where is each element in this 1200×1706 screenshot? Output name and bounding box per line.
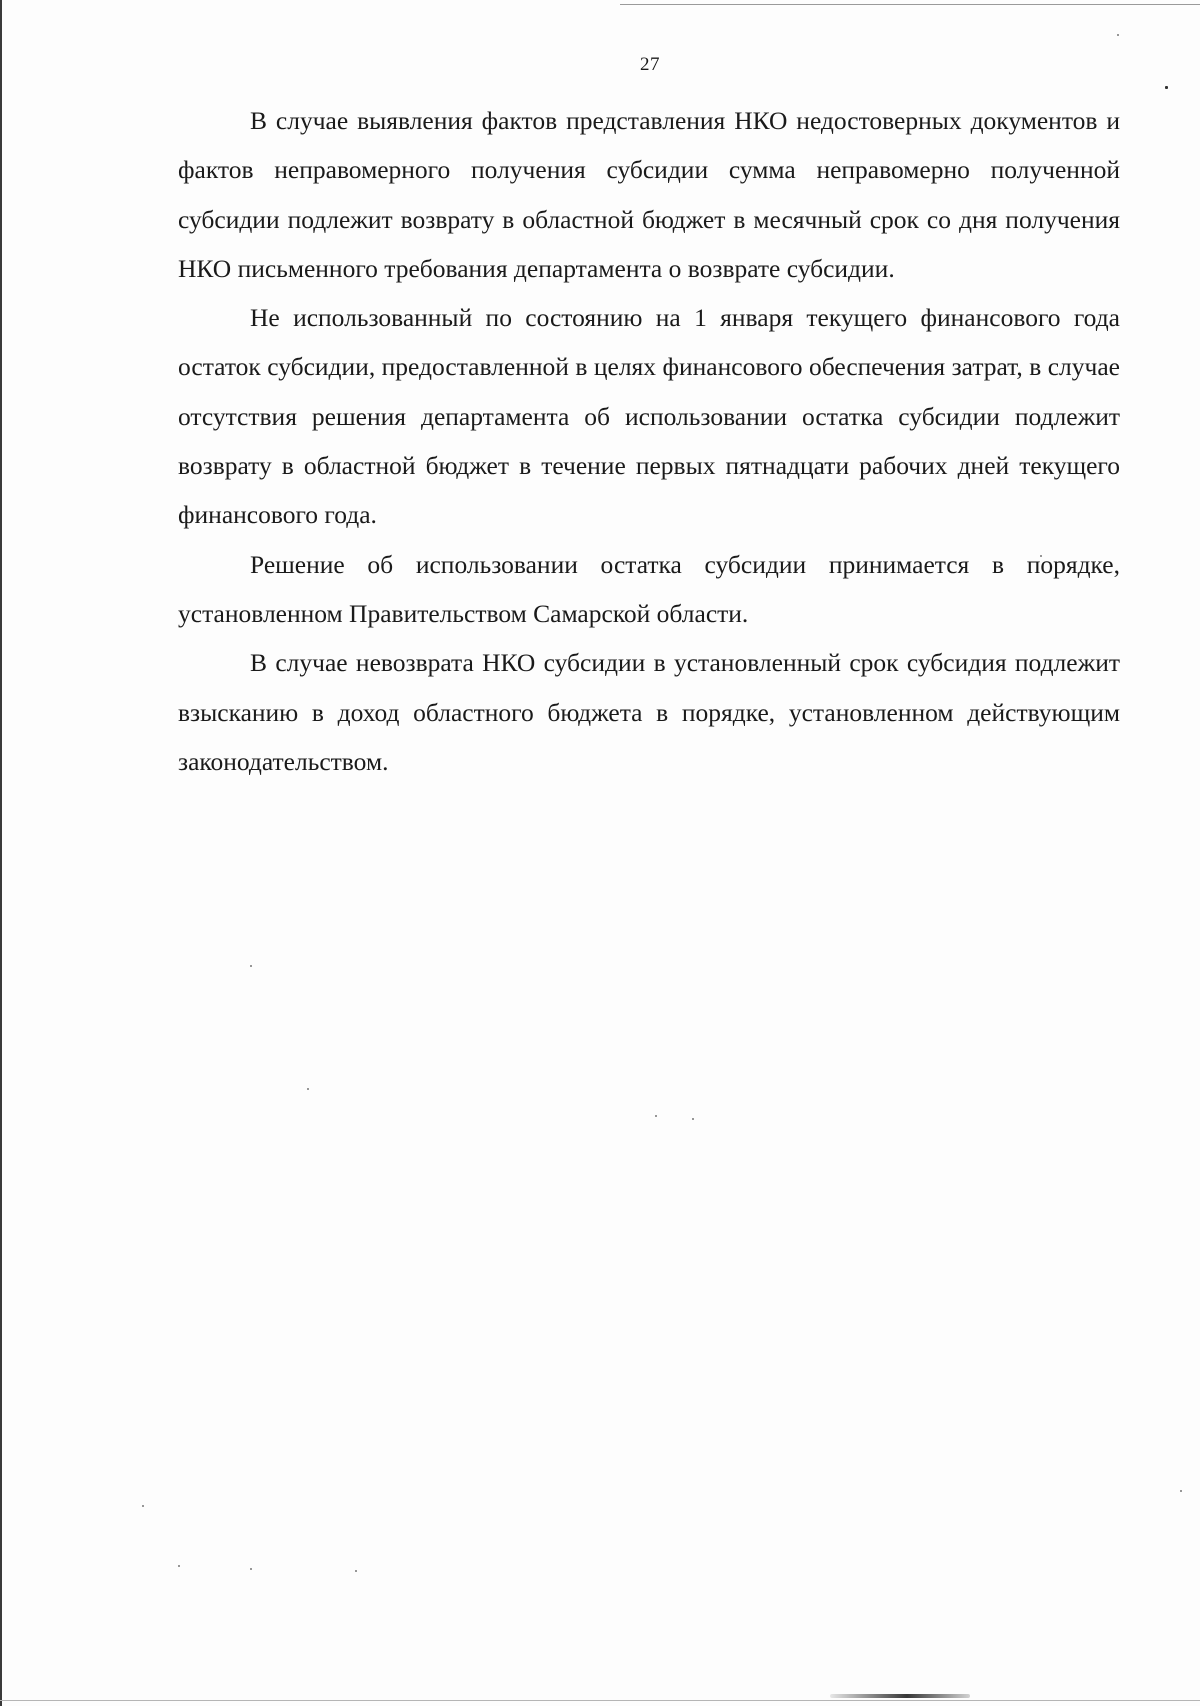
scan-speck (250, 1568, 252, 1570)
scan-speck (178, 1565, 180, 1567)
scan-speck (142, 1505, 144, 1507)
scan-line-bottom (0, 1700, 1200, 1701)
scan-speck (1165, 86, 1168, 89)
scan-speck (1117, 34, 1119, 36)
scan-speck (1180, 1490, 1182, 1492)
scan-line-top (620, 4, 1200, 5)
paragraph: Решение об использовании остатка субсидии принимается в порядке, установленном Правительством Самарской области. (178, 549, 1120, 628)
paragraph: Не использованный по состоянию на 1 января текущего финансового года остаток субсидии, предоставленной в целях финансового обеспечения затрат, в случае отсутствия решения департамента об использовании остатка субсидии подлежит возврату в областной бюджет в течение первых пятнадцати рабочих дней текущего финансового года. (178, 303, 1120, 530)
paragraph: В случае невозврата НКО субсидии в установленный срок субсидия подлежит взысканию в доход областного бюджета в порядке, установленном действующим законодательством. (178, 648, 1120, 776)
scan-speck (692, 1118, 694, 1120)
page-number: 27 (640, 54, 660, 75)
scan-speck (250, 965, 252, 967)
scan-smudge (830, 1694, 970, 1698)
scan-speck (307, 1088, 309, 1090)
paragraph: В случае выявления фактов представления НКО недостоверных документов и фактов неправомерного получения субсидии сумма неправомерно полученной субсидии подлежит возврату в областной бюджет в месячный срок со дня получения НКО письменного требования департамента о возврате субсидии. (178, 106, 1120, 283)
scan-edge-left (0, 0, 2, 1706)
document-body (178, 96, 1120, 786)
scan-speck (355, 1570, 357, 1572)
scan-speck (655, 1115, 657, 1117)
